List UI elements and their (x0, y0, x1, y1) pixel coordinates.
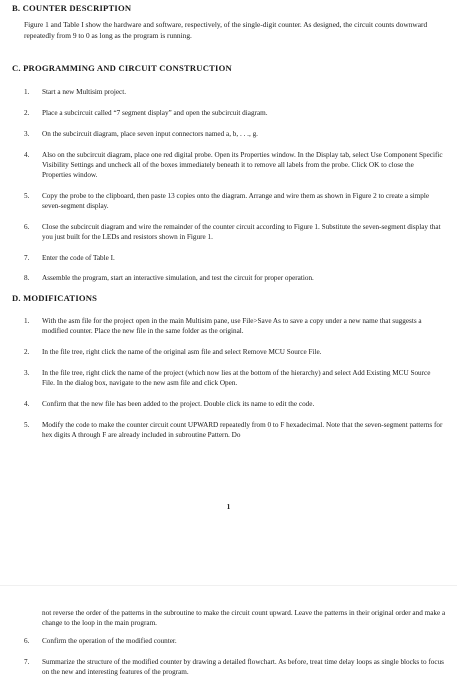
list-item-text: Start a new Multisim project. (42, 88, 127, 96)
list-item-text: Summarize the structure of the modified counter by drawing a detailed flowchart. As before, treat time delay loops as single blocks to focus on the new and interesting features of the program. (42, 658, 444, 676)
list-item-number: 1. (24, 88, 30, 96)
list-item-text: Confirm that the new file has been added to the project. Double click its name to edit the code. (42, 400, 315, 408)
list-item-number: 4. (24, 400, 30, 408)
list-item-text: Place a subcircuit called “7 segment display” and open the subcircuit diagram. (42, 109, 268, 117)
list-item (24, 222, 444, 242)
list-item-number: 7. (24, 658, 30, 666)
list-item (24, 399, 444, 409)
list-item-number: 4. (24, 151, 30, 159)
list-item (24, 636, 444, 646)
list-item-number: 3. (24, 369, 30, 377)
list-item-text: Assemble the program, start an interactive simulation, and test the circuit for proper operation. (42, 274, 314, 282)
list-item (24, 87, 444, 97)
list-item-text: Confirm the operation of the modified counter. (42, 637, 177, 645)
list-item (24, 191, 444, 211)
list-item-text: On the subcircuit diagram, place seven input connectors named a, b, . . ., g. (42, 130, 258, 138)
list-item-number: 6. (24, 223, 30, 231)
list-item-text: Enter the code of Table I. (42, 254, 115, 262)
list-item-text: In the file tree, right click the name of the project (which now lies at the bottom of the hierarchy) and select Add Existing MCU Source File. In the dialog box, navigate to the new asm file and click Open. (42, 369, 431, 387)
list-item-number: 2. (24, 348, 30, 356)
list-item-number: 7. (24, 254, 30, 262)
section-d-heading: D. MODIFICATIONS (12, 293, 98, 303)
section-b-heading: B. COUNTER DESCRIPTION (12, 3, 132, 13)
list-item (24, 316, 444, 336)
section-b-paragraph: Figure 1 and Table I show the hardware and software, respectively, of the single-digit counter. As designed, the circuit counts downward repeatedly from 9 to 0 as long as the program is running. (24, 20, 428, 40)
list-item (24, 420, 444, 440)
list-item-number: 8. (24, 274, 30, 282)
list-item (24, 129, 444, 139)
continuation-paragraph: not reverse the order of the patterns in the subroutine to make the circuit count upward. Leave the patterns in their original order and make a change to the loop in the main program. (42, 609, 446, 627)
list-item (24, 253, 444, 263)
list-item-number: 6. (24, 637, 30, 645)
list-item-text: Copy the probe to the clipboard, then paste 13 copies onto the diagram. Arrange and wire them as shown in Figure 2 to create a simple seven-segment display. (42, 192, 430, 210)
list-item (24, 657, 444, 677)
section-c-heading: C. PROGRAMMING AND CIRCUIT CONSTRUCTION (12, 63, 232, 73)
list-item-number: 1. (24, 317, 30, 325)
list-item (24, 273, 444, 283)
list-item-number: 5. (24, 421, 30, 429)
list-item-text: Close the subcircuit diagram and wire the remainder of the counter circuit according to Figure 1. Substitute the seven-segment display that you just built for the LEDs and resistors shown in Figure 1. (42, 223, 441, 241)
list-item-text: With the asm file for the project open in the main Multisim pane, use File>Save As to save a copy under a new name that suggests a modified counter. Place the new file in the same folder as the original. (42, 317, 422, 335)
list-item (24, 108, 444, 118)
page-number: 1 (226, 502, 231, 511)
list-item (24, 150, 444, 180)
list-item (24, 368, 444, 388)
list-item-number: 5. (24, 192, 30, 200)
list-item-text: Modify the code to make the counter circuit count UPWARD repeatedly from 0 to F hexadecimal. Note that the seven-segment patterns for hex digits A through F are already included in subroutine Pattern. Do (42, 421, 443, 439)
list-item-number: 3. (24, 130, 30, 138)
list-item (24, 347, 444, 357)
page-break-divider (0, 585, 457, 586)
list-item-text: In the file tree, right click the name of the original asm file and select Remove MCU Source File. (42, 348, 322, 356)
list-item-text: Also on the subcircuit diagram, place one red digital probe. Open its Properties window. In the Display tab, select Use Component Specific Visibility Settings and uncheck all of the boxes immediately beneath it to remove all labels from the probe. Click OK to close the Properties window. (42, 151, 443, 179)
list-item-number: 2. (24, 109, 30, 117)
